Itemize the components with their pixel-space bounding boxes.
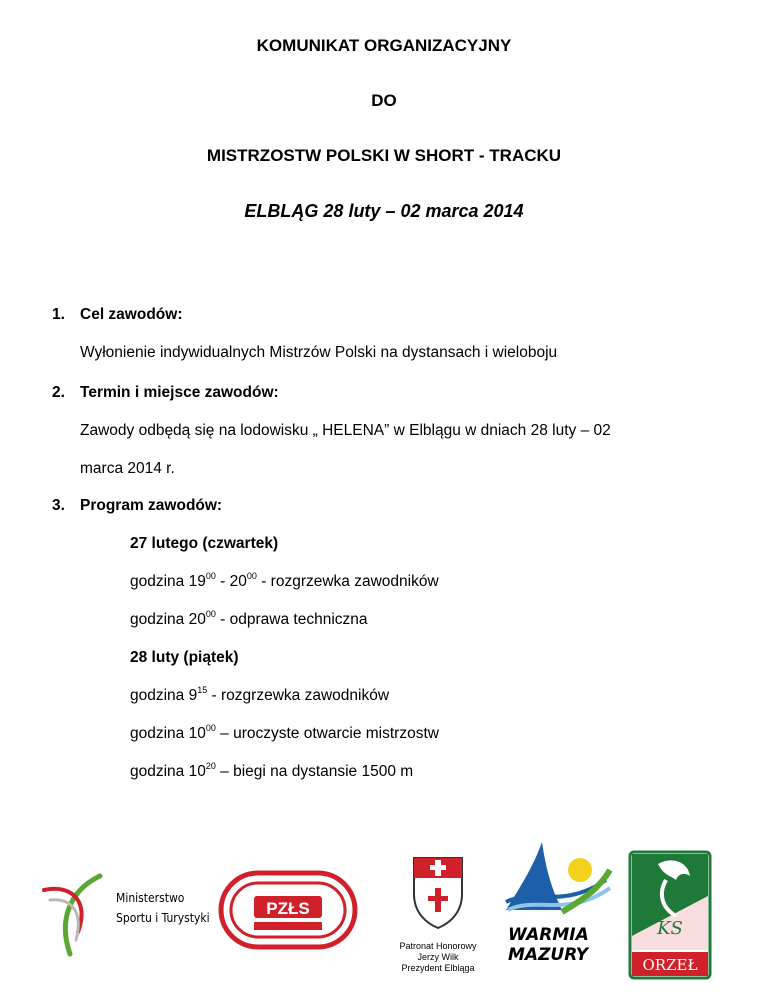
- ministry-swoosh-icon: [40, 870, 112, 960]
- section-2-label: Termin i miejsce zawodów:: [80, 384, 279, 401]
- pzls-logo: [218, 870, 358, 950]
- ks-orzel-shield: [628, 850, 712, 980]
- schedule-day-1: 27 lutego (czwartek): [130, 535, 279, 552]
- doc-title-line1: KOMUNIKAT ORGANIZACYJNY: [256, 36, 512, 55]
- ministry-logo: [40, 870, 210, 960]
- elblag-line2: Jerzy Wilk: [417, 952, 459, 962]
- schedule-item: godzina $20^{00}$ - odprawa techniczna: [130, 609, 368, 628]
- warmia-mazury-logo-block: [502, 840, 614, 965]
- warmia-text: WARMIA: [508, 925, 589, 945]
- section-2-number: 2.: [52, 384, 65, 401]
- doc-title-line3: MISTRZOSTW POLSKI W SHORT - TRACKU: [206, 146, 562, 165]
- elblag-logo: [388, 854, 488, 974]
- sponsor-logos: [0, 840, 768, 990]
- elblag-coat-of-arms: [388, 854, 488, 932]
- ks-monogram: KS: [657, 918, 683, 939]
- section-2-body-line1: Zawody odbędą się na lodowisku „ HELENA” w Elblągu w dniach 28 luty – 02: [80, 422, 611, 439]
- doc-title-line2: DO: [371, 91, 397, 110]
- section-3-number: 3.: [52, 497, 65, 514]
- schedule-day-2: 28 luty (piątek): [130, 649, 239, 666]
- elblag-line1: Patronat Honorowy: [399, 941, 477, 951]
- schedule-item: godzina $10^{00}$ – uroczyste otwarcie mistrzostw: [130, 723, 439, 742]
- schedule-item: godzina $10^{20}$ – biegi na dystansie 1500 m: [130, 761, 414, 780]
- section-1-body: Wyłonienie indywidualnych Mistrzów Polski na dystansach i wieloboju: [80, 344, 558, 361]
- section-3-title: [52, 497, 222, 515]
- schedule-item: godzina $9^{15}$ - rozgrzewka zawodników: [130, 685, 390, 704]
- doc-subtitle-date: ELBLĄG 28 luty – 02 marca 2014: [244, 201, 524, 221]
- section-2-title: [52, 384, 279, 402]
- section-1-label: Cel zawodów:: [80, 306, 183, 323]
- pzls-text: PZŁS: [266, 899, 310, 918]
- section-2-body-line2: marca 2014 r.: [80, 460, 175, 477]
- ministry-line1: Ministerstwo: [116, 891, 185, 905]
- ministry-line2: Sportu i Turystyki: [116, 911, 210, 925]
- warmia-mazury-logo: [502, 840, 614, 920]
- mazury-text: MAZURY: [508, 945, 589, 965]
- pzls-oval-logo: [218, 870, 358, 950]
- elblag-line3: Prezydent Elbląga: [401, 963, 475, 973]
- orzel-text: ORZEŁ: [642, 956, 698, 974]
- section-1-title: [52, 306, 182, 324]
- section-3-label: Program zawodów:: [80, 497, 223, 514]
- ks-orzel-logo: [628, 850, 712, 980]
- section-1-number: 1.: [52, 306, 65, 323]
- schedule-item: godzina $19^{00} - 20^{00}$ - rozgrzewka zawodników: [130, 571, 439, 590]
